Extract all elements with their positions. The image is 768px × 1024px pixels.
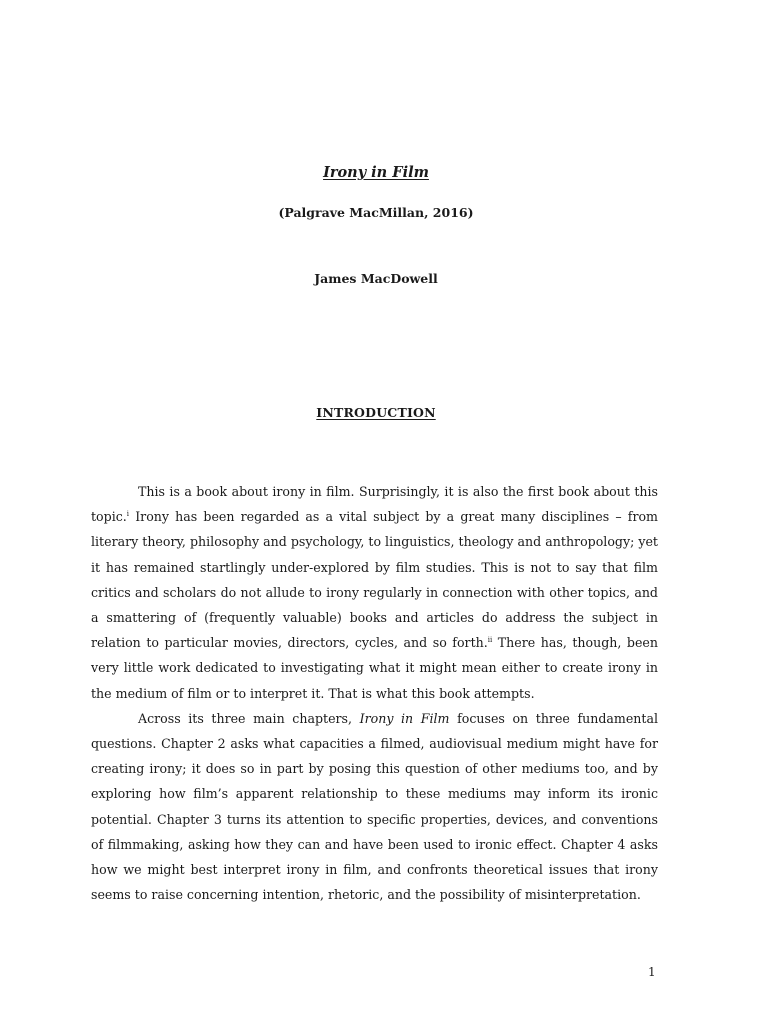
- endnote-marker-1: i: [126, 510, 130, 519]
- endnote-marker-2: ii: [487, 636, 493, 645]
- section-heading: INTRODUCTION: [316, 405, 436, 420]
- paragraph-2-text-a: Across its three main chapters,: [138, 710, 360, 726]
- author-name: James MacDowell: [314, 271, 438, 286]
- paragraph-1-text-a: This is a book about irony in film. Surprisingly, it is also the first book about this topic.: [91, 484, 658, 525]
- paragraph-2-text-b: focuses on three fundamental questions. Chapter 2 asks what capacities a filmed, audiovisual medium might have for creating irony; it does so in part by posing this question of other mediums too, and by exploring how film’s apparent relationship to these mediums may inform its ironic potential. Chapter 3 turns its attention to specific properties, devices, and conventions of filmmaking, asking how they can and have been used to ironic effect. Chapter 4 asks how we might best interpret irony in film, and confronts theoretical issues that irony seems to raise concerning intention, rhetoric, and the possibility of misinterpretation.: [91, 710, 659, 903]
- body-text: [91, 479, 658, 907]
- book-title: Irony in Film: [323, 164, 429, 181]
- paragraph-2-book-title: Irony in Film: [359, 710, 450, 726]
- paragraph-1-text-b: Irony has been regarded as a vital subject by a great many disciplines – from literary theory, philosophy and psychology, to linguistics, theology and anthropology; yet it has remained startlingly under-explored by film studies. This is not to say that film critics and scholars do not allude to irony regularly in connection with other topics, and a smattering of (frequently valuable) books and articles do address the subject in relation to particular movies, directors, cycles, and so forth.: [91, 509, 658, 651]
- publisher-line: (Palgrave MacMillan, 2016): [278, 205, 474, 220]
- paragraph-2: [91, 706, 658, 908]
- page-number: 1: [648, 965, 656, 979]
- paragraph-1: [91, 479, 658, 706]
- paragraph-1-text-c: There has, though, been very little work dedicated to investigating what it might mean either to create irony in the medium of film or to interpret it. That is what this book attempts.: [91, 635, 658, 701]
